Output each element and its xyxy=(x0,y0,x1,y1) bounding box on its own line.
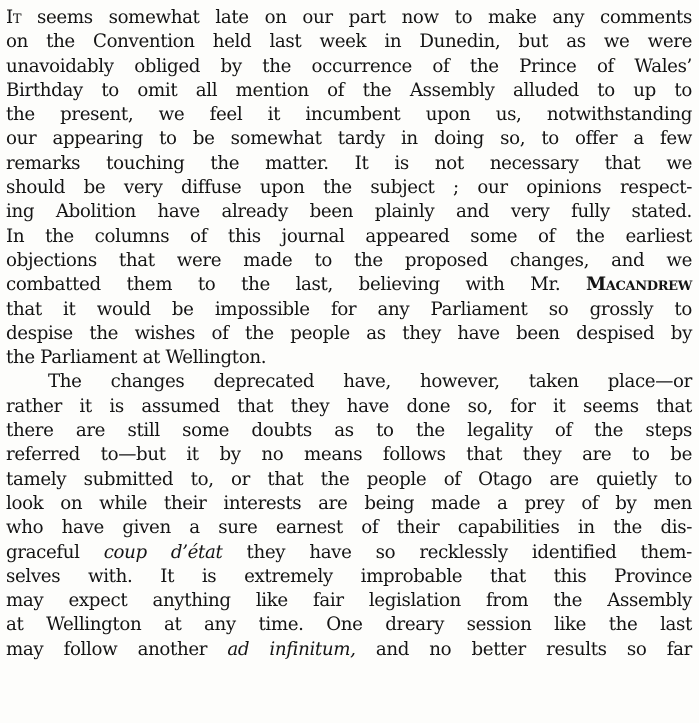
text-line xyxy=(6,492,692,516)
text-line xyxy=(6,30,692,54)
text-line xyxy=(6,103,692,127)
text-segment: our appearing to be somewhat tardy in doing so, to offer a few xyxy=(6,128,692,150)
text-segment: Birthday to omit all mention of the Assembly alluded to up to xyxy=(6,79,692,101)
text-segment: despise the wishes of the people as they have been despised by xyxy=(6,322,692,344)
text-line xyxy=(6,200,692,224)
text-segment: ing Abolition have already been plainly and very fully stated. xyxy=(6,201,692,223)
text-segment: remarks touching the matter. It is not necessary that we xyxy=(6,152,692,174)
text-line xyxy=(6,6,692,30)
text-line xyxy=(6,468,692,492)
text-segment: may follow another xyxy=(6,638,228,660)
paragraph xyxy=(6,6,692,370)
text-line xyxy=(6,589,692,613)
text-segment: tamely submitted to, or that the people of Otago are quietly to xyxy=(6,468,692,490)
text-line xyxy=(6,79,692,103)
text-segment: look on while their interests are being made a prey of by men xyxy=(6,492,692,514)
text-line xyxy=(6,395,692,419)
text-segment: the Parliament at Wellington. xyxy=(6,347,267,369)
text-segment: The changes deprecated have, however, taken place—or xyxy=(48,371,692,393)
italic-phrase: coup d’état xyxy=(103,541,223,563)
text-segment: combatted them to the last, believing with Mr. xyxy=(6,274,587,296)
text-segment: and no better results so far xyxy=(355,638,692,660)
text-segment: seems somewhat late on our part now to make any comments xyxy=(21,7,692,28)
article-text xyxy=(6,6,692,662)
text-segment: It xyxy=(6,7,22,28)
text-line xyxy=(6,176,692,200)
text-segment: at Wellington at any time. One dreary session like the last xyxy=(6,614,692,636)
text-line xyxy=(6,298,692,322)
text-line xyxy=(6,419,692,443)
text-line xyxy=(6,370,692,394)
text-segment: graceful xyxy=(6,541,104,563)
text-segment: may expect anything like fair legislation from the Assembly xyxy=(6,590,692,612)
text-line xyxy=(6,225,692,249)
text-line xyxy=(6,55,692,79)
text-line xyxy=(6,273,692,297)
text-segment: there are still some doubts as to the legality of the steps xyxy=(6,420,692,442)
text-line xyxy=(6,443,692,467)
text-segment: referred to—but it by no means follows that they are to be xyxy=(6,444,692,466)
person-name: Macandrew xyxy=(586,274,692,296)
text-segment: who have given a sure earnest of their capabilities in the dis- xyxy=(6,517,692,539)
text-line xyxy=(6,516,692,540)
text-line xyxy=(6,565,692,589)
text-segment: the present, we feel it incumbent upon us, notwithstanding xyxy=(6,104,692,126)
text-line xyxy=(6,346,692,370)
text-line xyxy=(6,249,692,273)
text-segment: selves with. It is extremely improbable that this Province xyxy=(6,565,692,587)
text-line xyxy=(6,152,692,176)
text-segment: In the columns of this journal appeared some of the earliest xyxy=(6,225,692,247)
text-line xyxy=(6,613,692,637)
italic-phrase: ad infinitum, xyxy=(227,638,356,660)
text-line xyxy=(6,638,692,662)
text-segment: on the Convention held last week in Dunedin, but as we were xyxy=(6,31,692,53)
text-segment: that it would be impossible for any Parliament so grossly to xyxy=(6,298,692,320)
text-segment: they have so recklessly identified them- xyxy=(222,541,692,563)
text-line xyxy=(6,541,692,565)
paragraph xyxy=(6,370,692,662)
text-segment: should be very diffuse upon the subject ; our opinions respect- xyxy=(6,177,692,199)
text-segment: objections that were made to the proposed changes, and we xyxy=(6,249,692,271)
text-segment: rather it is assumed that they have done so, for it seems that xyxy=(6,395,692,417)
text-segment: unavoidably obliged by the occurrence of the Prince of Wales’ xyxy=(6,55,692,77)
text-line xyxy=(6,322,692,346)
text-line xyxy=(6,127,692,151)
